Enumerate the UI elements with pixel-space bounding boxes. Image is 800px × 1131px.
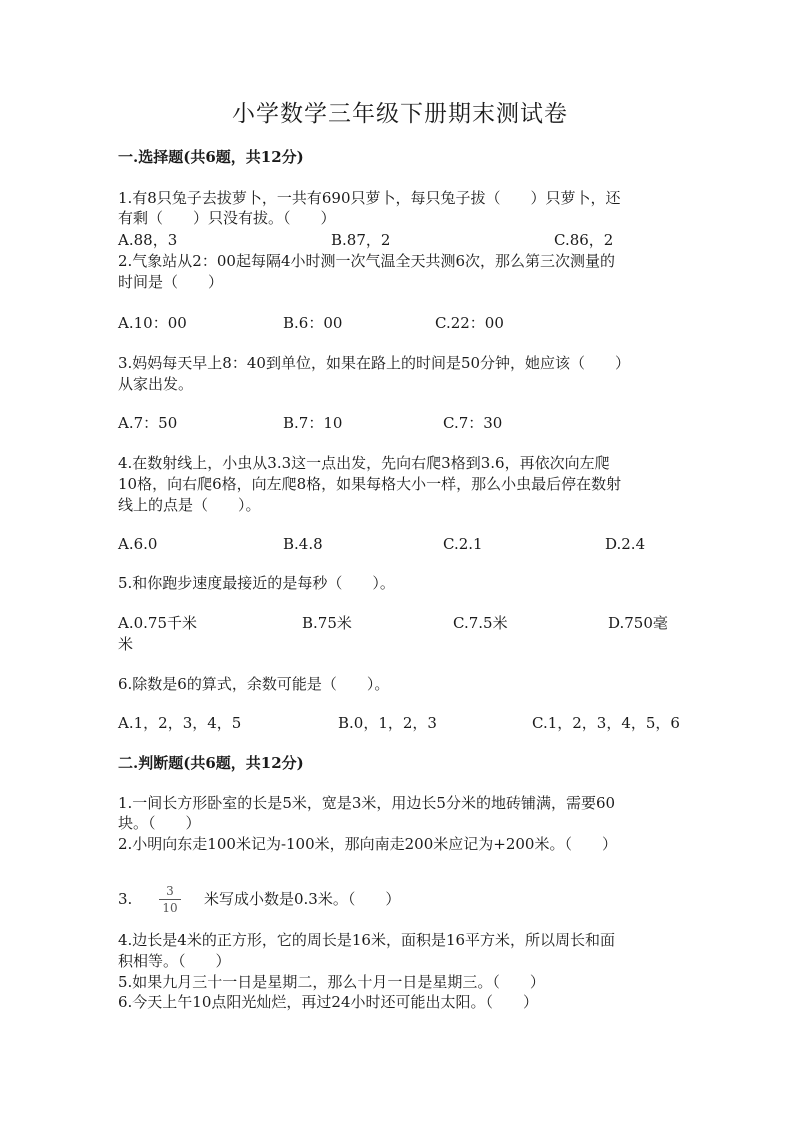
fraction-numerator: 3 [166,884,174,898]
q5-option-a: A.0.75千米 [118,614,197,632]
j2-text-line1: 2.小明向东走100米记为-100米，那向南走200米应记为+200米。（ ） [118,835,617,853]
q4-option-d: D.2.4 [605,535,646,553]
q2-option-c: C.22：00 [435,314,504,332]
section1-heading: 一.选择题(共6题，共12分) [118,148,304,166]
fraction-bar [159,899,181,900]
fraction-three-tenths [158,884,182,915]
q1-text-line2: 有剩（ ）只没有拔。（ ） [118,209,336,227]
q4-text-line1: 4.在数射线上，小虫从3.3这一点出发，先向右爬3格到3.6，再依次向左爬 [118,454,610,472]
q5-text-line1: 5.和你跑步速度最接近的是每秒（ ）。 [118,574,395,592]
q6-option-c: C.1，2，3，4，5，6 [532,714,680,732]
q4-text-line2: 10格，向右爬6格，向左爬8格，如果每格大小一样，那么小虫最后停在数射 [118,475,622,493]
q2-option-a: A.10：00 [118,314,187,332]
q5-option-d: D.750毫 [608,614,668,632]
q4-option-a: A.6.0 [118,535,158,553]
q3-option-b: B.7：10 [283,414,343,432]
q1-option-a: A.88，3 [118,231,178,249]
q6-text-line1: 6.除数是6的算式，余数可能是（ ）。 [118,675,390,693]
j3-text: 米写成小数是0.3米。（ ） [204,890,401,908]
j6-text-line1: 6.今天上午10点阳光灿烂，再过24小时还可能出太阳。（ ） [118,993,538,1011]
q2-option-b: B.6：00 [283,314,343,332]
q1-text-line1: 1.有8只兔子去拔萝卜，一共有690只萝卜，每只兔子拔（ ）只萝卜，还 [118,189,621,207]
q4-text-line3: 线上的点是（ ）。 [118,496,261,514]
q1-option-b: B.87，2 [331,231,391,249]
q4-option-b: B.4.8 [283,535,323,553]
q2-text-line2: 时间是（ ） [118,273,224,291]
q3-text-line1: 3.妈妈每天早上8：40到单位，如果在路上的时间是50分钟，她应该（ ） [118,354,631,372]
j4-text-line1: 4.边长是4米的正方形，它的周长是16米，面积是16平方米，所以周长和面 [118,931,616,949]
j1-text-line1: 1.一间长方形卧室的长是5米，宽是3米，用边长5分米的地砖铺满，需要60 [118,794,616,812]
q4-option-c: C.2.1 [443,535,483,553]
q5-option-b: B.75米 [302,614,352,632]
page-title: 小学数学三年级下册期末测试卷 [232,101,568,127]
q1-option-c: C.86，2 [554,231,614,249]
j1-text-line2: 块。（ ） [118,814,201,832]
q3-text-line2: 从家出发。 [118,375,194,393]
q3-option-a: A.7：50 [118,414,178,432]
section2-heading: 二.判断题(共6题，共12分) [118,754,304,772]
q6-option-b: B.0，1，2，3 [338,714,437,732]
j5-text-line1: 5.如果九月三十一日是星期二，那么十月一日是星期三。（ ） [118,973,545,991]
q2-text-line1: 2.气象站从2：00起每隔4小时测一次气温全天共测6次，那么第三次测量的 [118,252,616,270]
fraction-denominator: 10 [162,901,178,915]
q6-option-a: A.1，2，3，4，5 [118,714,242,732]
q3-option-c: C.7：30 [443,414,503,432]
q5-option-d-wrap: 米 [118,635,134,653]
j3-prefix: 3. [118,890,133,908]
q5-option-c: C.7.5米 [453,614,508,632]
j4-text-line2: 积相等。（ ） [118,952,231,970]
